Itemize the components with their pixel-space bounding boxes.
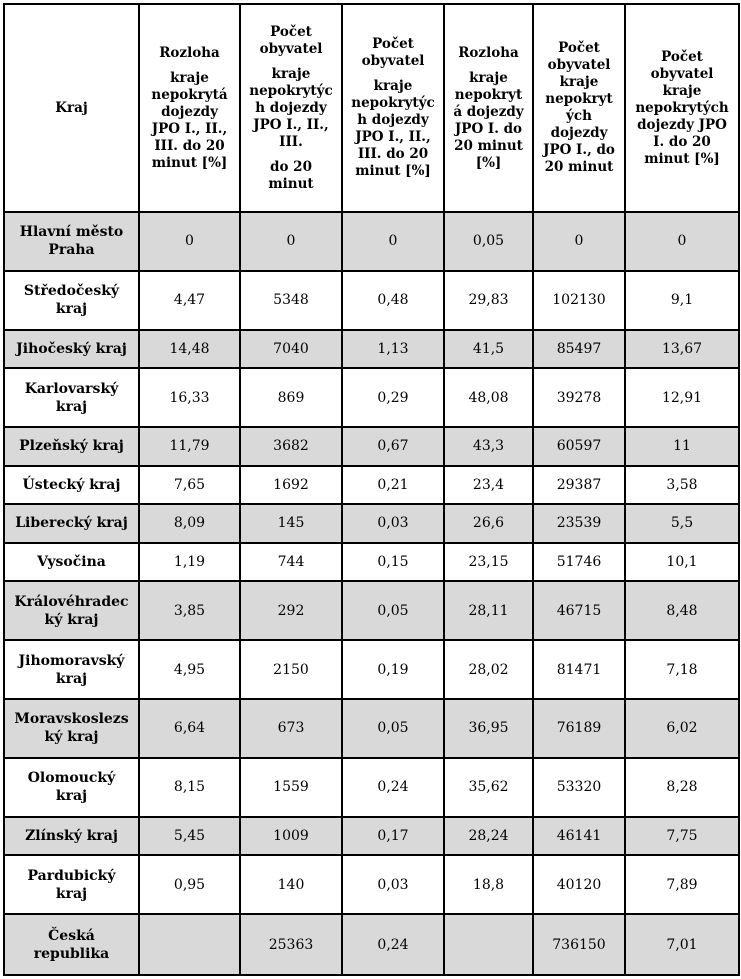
value-cell: 744: [240, 543, 342, 582]
header-line: do 20: [270, 158, 312, 175]
value-cell: 4,47: [139, 271, 240, 330]
value-cell: 673: [240, 699, 342, 758]
table-row: [4, 271, 739, 330]
header-line: Rozloha: [458, 44, 519, 61]
header-line: á dojezdy: [453, 103, 524, 120]
header-line: [346, 70, 440, 78]
value-cell: 11,79: [139, 427, 240, 466]
kraj-cell: Královéhradec ký kraj: [4, 581, 139, 640]
value-cell: 4,95: [139, 640, 240, 699]
value-cell: 7040: [240, 330, 342, 369]
value-cell: 76189: [533, 699, 625, 758]
value-cell: 0,67: [342, 427, 444, 466]
table-row: [4, 212, 739, 271]
table-row: [4, 581, 739, 640]
value-cell: 40120: [533, 855, 625, 914]
value-cell: 43,3: [444, 427, 533, 466]
value-cell: 0,05: [342, 581, 444, 640]
header-line: obyvatel: [650, 65, 714, 82]
data-table: [3, 3, 740, 976]
header-pocet-obyvatel-jpo1: [533, 4, 625, 212]
table-row: [4, 466, 739, 505]
value-cell: 81471: [533, 640, 625, 699]
table-row: [4, 758, 739, 817]
value-cell: 16,33: [139, 368, 240, 427]
value-cell: 8,09: [139, 504, 240, 543]
kraj-cell: Ústecký kraj: [4, 466, 139, 505]
header-line: [244, 58, 338, 66]
header-line: III. do 20: [154, 137, 225, 154]
header-line: dojezdy JPO: [637, 116, 727, 133]
kraj-cell: Vysočina: [4, 543, 139, 582]
value-cell: 23539: [533, 504, 625, 543]
value-cell: 29387: [533, 466, 625, 505]
header-line: nepokrytýc: [249, 82, 333, 99]
value-cell: 25363: [240, 914, 342, 975]
value-cell: 13,67: [625, 330, 739, 369]
value-cell: 6,02: [625, 699, 739, 758]
header-line: [%]: [475, 154, 502, 171]
value-cell: 3682: [240, 427, 342, 466]
value-cell: 3,58: [625, 466, 739, 505]
header-line: minut [%]: [644, 150, 720, 167]
header-line: 20 minut: [544, 159, 614, 175]
table-body: [4, 212, 739, 975]
value-cell: 292: [240, 581, 342, 640]
header-line: [143, 62, 236, 70]
value-cell: 29,83: [444, 271, 533, 330]
header-line: obyvatel: [259, 40, 323, 57]
value-cell: 1,13: [342, 330, 444, 369]
value-cell: 7,89: [625, 855, 739, 914]
value-cell: 48,08: [444, 368, 533, 427]
header-line: minut [%]: [151, 154, 228, 171]
kraj-cell: Pardubický kraj: [4, 855, 139, 914]
header-line: minut: [268, 175, 314, 192]
header-line: kraje: [469, 69, 508, 86]
table-row: [4, 330, 739, 369]
header-kraj: [4, 4, 139, 212]
value-cell: 46141: [533, 817, 625, 856]
header-line: Počet: [270, 23, 312, 40]
header-line: JPO I., II.,: [253, 116, 329, 133]
value-cell: [444, 914, 533, 975]
table-row: [4, 855, 739, 914]
value-cell: 0: [533, 212, 625, 271]
value-cell: 35,62: [444, 758, 533, 817]
kraj-cell: Olomoucký kraj: [4, 758, 139, 817]
value-cell: 39278: [533, 368, 625, 427]
value-cell: 8,15: [139, 758, 240, 817]
kraj-cell: Liberecký kraj: [4, 504, 139, 543]
header-line: JPO I., II.,: [355, 129, 431, 145]
value-cell: 53320: [533, 758, 625, 817]
header-line: III. do 20: [357, 146, 429, 162]
table-row: [4, 543, 739, 582]
header-line: [448, 62, 529, 70]
header-row: [4, 4, 739, 212]
value-cell: 5,45: [139, 817, 240, 856]
header-line: nepokrytých: [635, 99, 729, 116]
value-cell: 0,48: [342, 271, 444, 330]
value-cell: 5,5: [625, 504, 739, 543]
header-line: JPO I. do: [454, 120, 523, 137]
value-cell: 0,21: [342, 466, 444, 505]
header-line: 20 minut: [454, 137, 523, 154]
header-line: kraje: [170, 69, 209, 86]
value-cell: 51746: [533, 543, 625, 582]
value-cell: 28,11: [444, 581, 533, 640]
value-cell: 23,15: [444, 543, 533, 582]
value-cell: [139, 914, 240, 975]
value-cell: 85497: [533, 330, 625, 369]
value-cell: 0,24: [342, 914, 444, 975]
value-cell: 2150: [240, 640, 342, 699]
header-rozloha-all: [139, 4, 240, 212]
value-cell: 12,91: [625, 368, 739, 427]
value-cell: 0: [139, 212, 240, 271]
header-line: Rozloha: [159, 44, 220, 61]
header-line: kraje: [559, 74, 599, 90]
value-cell: 26,6: [444, 504, 533, 543]
header-pocet-obyvatel-all-pct: [342, 4, 444, 212]
value-cell: 0,95: [139, 855, 240, 914]
table-row: [4, 817, 739, 856]
value-cell: 0,05: [342, 699, 444, 758]
value-cell: 140: [240, 855, 342, 914]
header-rozloha-jpo1: [444, 4, 533, 212]
header-line: nepokrytýc: [351, 95, 435, 111]
value-cell: 9,1: [625, 271, 739, 330]
header-line: h dojezdy: [255, 99, 327, 116]
value-cell: 46715: [533, 581, 625, 640]
kraj-cell: Zlínský kraj: [4, 817, 139, 856]
value-cell: 0,03: [342, 504, 444, 543]
header-line: kraje: [271, 65, 311, 82]
value-cell: 10,1: [625, 543, 739, 582]
header-line: JPO I., do: [543, 142, 615, 158]
value-cell: 736150: [533, 914, 625, 975]
kraj-cell: Jihočeský kraj: [4, 330, 139, 369]
value-cell: 7,18: [625, 640, 739, 699]
value-cell: 1559: [240, 758, 342, 817]
header-line: kraje: [373, 78, 413, 94]
kraj-cell: Plzeňský kraj: [4, 427, 139, 466]
value-cell: 18,8: [444, 855, 533, 914]
header-line: nepokrytá: [151, 86, 228, 103]
value-cell: 1692: [240, 466, 342, 505]
header-line: Kraj: [55, 99, 88, 116]
value-cell: 23,4: [444, 466, 533, 505]
value-cell: 11: [625, 427, 739, 466]
header-pocet-obyvatel-all: [240, 4, 342, 212]
kraj-cell: Hlavní město Praha: [4, 212, 139, 271]
header-line: ých: [566, 108, 592, 124]
value-cell: 0: [342, 212, 444, 271]
table-row: [4, 914, 739, 975]
table-row: [4, 504, 739, 543]
value-cell: 60597: [533, 427, 625, 466]
value-cell: 869: [240, 368, 342, 427]
table-row: [4, 368, 739, 427]
kraj-cell: Jihomoravský kraj: [4, 640, 139, 699]
table-row: [4, 640, 739, 699]
header-line: obyvatel: [361, 53, 425, 69]
header-line: III.: [279, 133, 303, 150]
header-line: JPO I., II.,: [151, 120, 228, 137]
value-cell: 3,85: [139, 581, 240, 640]
value-cell: 28,24: [444, 817, 533, 856]
value-cell: 28,02: [444, 640, 533, 699]
header-pocet-obyvatel-jpo1-pct: [625, 4, 739, 212]
value-cell: 145: [240, 504, 342, 543]
value-cell: 0: [625, 212, 739, 271]
value-cell: 1,19: [139, 543, 240, 582]
value-cell: 5348: [240, 271, 342, 330]
value-cell: 0,03: [342, 855, 444, 914]
value-cell: 0,15: [342, 543, 444, 582]
table-row: [4, 427, 739, 466]
header-line: dojezdy: [550, 125, 608, 141]
value-cell: 41,5: [444, 330, 533, 369]
header-line: I. do 20: [653, 133, 711, 150]
value-cell: 0: [240, 212, 342, 271]
value-cell: 0,19: [342, 640, 444, 699]
header-line: nepokryt: [545, 91, 613, 107]
header-line: Počet: [558, 40, 600, 56]
value-cell: 0,29: [342, 368, 444, 427]
header-line: h dojezdy: [357, 112, 429, 128]
value-cell: 8,48: [625, 581, 739, 640]
header-line: minut [%]: [355, 163, 431, 179]
value-cell: 0,05: [444, 212, 533, 271]
header-line: Počet: [661, 48, 703, 65]
header-line: [244, 151, 338, 159]
value-cell: 36,95: [444, 699, 533, 758]
value-cell: 0,24: [342, 758, 444, 817]
value-cell: 6,64: [139, 699, 240, 758]
value-cell: 0,17: [342, 817, 444, 856]
kraj-cell: Středočeský kraj: [4, 271, 139, 330]
value-cell: 7,75: [625, 817, 739, 856]
value-cell: 7,01: [625, 914, 739, 975]
value-cell: 7,65: [139, 466, 240, 505]
kraj-cell: Česká republika: [4, 914, 139, 975]
kraj-cell: Moravskoslezs ký kraj: [4, 699, 139, 758]
value-cell: 102130: [533, 271, 625, 330]
header-line: dojezdy: [161, 103, 218, 120]
value-cell: 14,48: [139, 330, 240, 369]
value-cell: 8,28: [625, 758, 739, 817]
header-line: kraje: [662, 82, 702, 99]
header-line: obyvatel: [547, 57, 611, 73]
table-row: [4, 699, 739, 758]
value-cell: 1009: [240, 817, 342, 856]
header-line: Počet: [372, 36, 414, 52]
header-line: nepokryt: [454, 86, 523, 103]
kraj-cell: Karlovarský kraj: [4, 368, 139, 427]
